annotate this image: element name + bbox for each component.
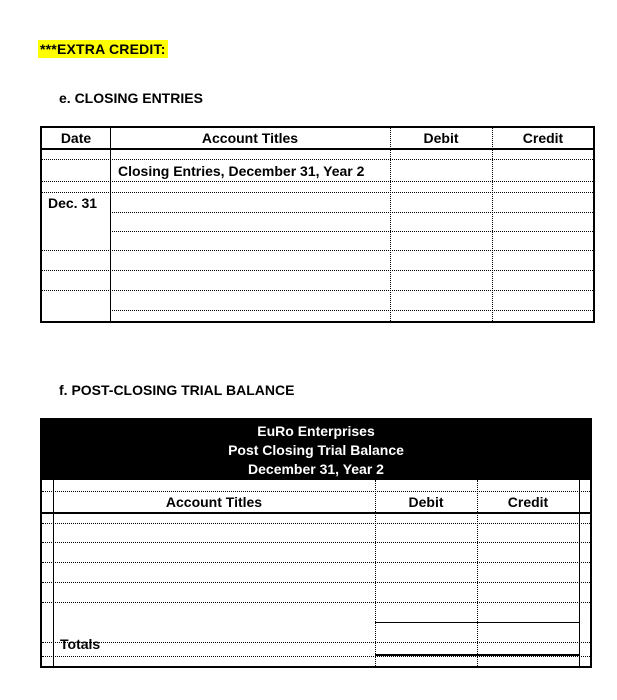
row-line [110,212,593,213]
total-double-rule [375,654,579,656]
subtotal-rule [375,622,579,623]
statement-date: December 31, Year 2 [248,461,384,477]
divider [390,128,391,321]
col-credit: Credit [507,494,549,510]
divider [110,128,111,321]
row-line [42,523,590,524]
row-line [42,562,590,563]
divider [492,128,493,321]
extra-credit-label: ***EXTRA CREDIT: [40,41,166,57]
row-line [42,656,590,657]
row-line [42,192,593,193]
row-line [42,270,593,271]
statement-title: Post Closing Trial Balance [228,442,404,458]
col-account-titles: Account Titles [201,130,299,146]
col-account-titles: Account Titles [165,494,263,510]
row-line [42,602,590,603]
row-line [42,159,593,160]
row-line [110,310,593,311]
closing-entries-subheading: Closing Entries, December 31, Year 2 [118,163,365,179]
row-line [42,250,593,251]
col-credit: Credit [522,130,564,146]
post-closing-heading: f. POST-CLOSING TRIAL BALANCE [59,382,295,398]
row-line [42,582,590,583]
row-line [42,542,590,543]
row-line [42,181,593,182]
header-rule [42,512,590,514]
statement-banner [42,420,590,480]
totals-label: Totals [60,636,101,652]
row-line [42,290,593,291]
row-line [110,231,593,232]
col-date: Date [60,130,92,146]
company-name: EuRo Enterprises [257,423,375,439]
col-debit: Debit [423,130,459,146]
date-entry: Dec. 31 [48,195,98,211]
closing-entries-table [40,126,595,323]
col-debit: Debit [408,494,444,510]
closing-entries-heading: e. CLOSING ENTRIES [59,90,203,106]
header-rule [42,148,593,150]
row-line [42,642,590,643]
divider [579,480,580,666]
post-closing-trial-balance [40,418,592,668]
